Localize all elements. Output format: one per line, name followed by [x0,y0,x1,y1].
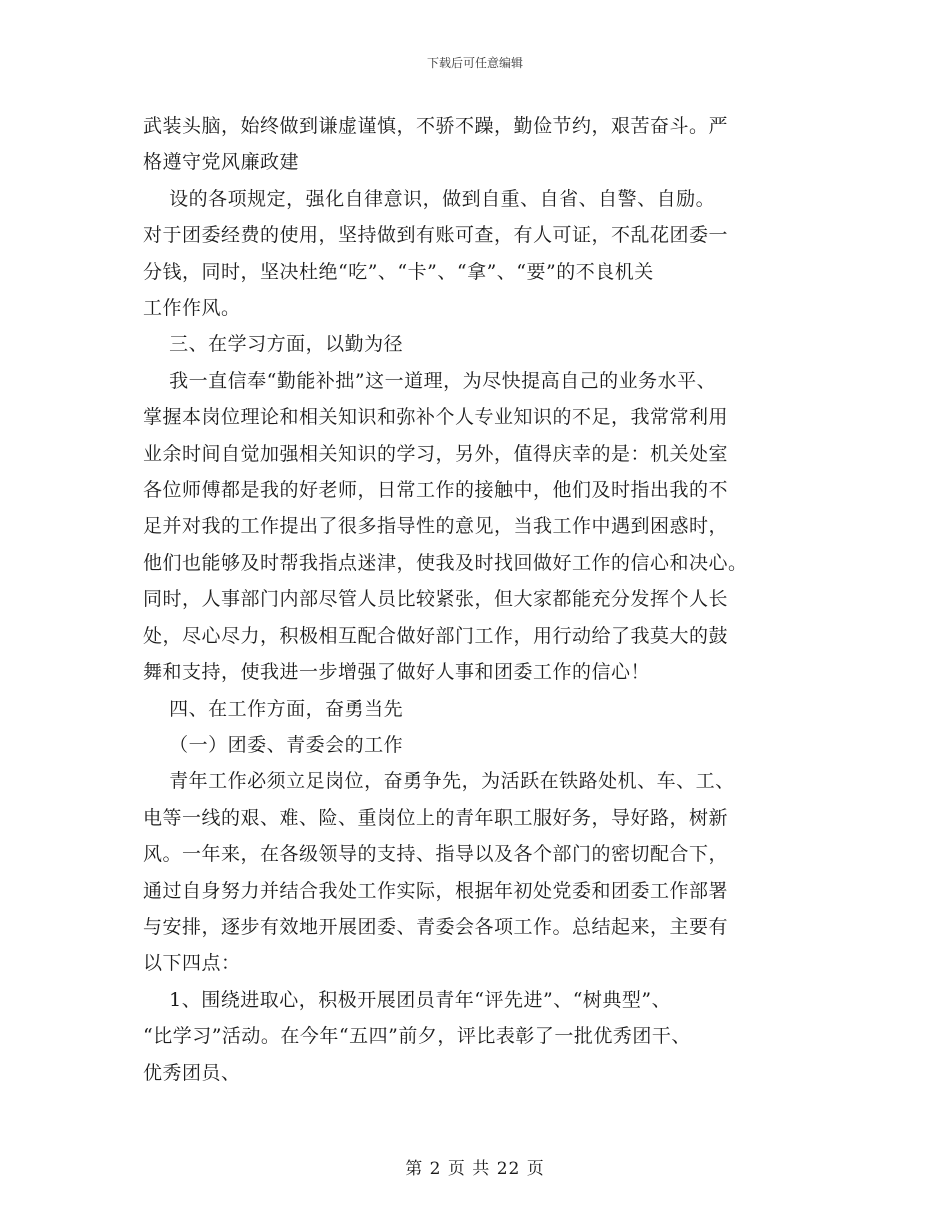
text-line: 工作作风。 [143,297,241,320]
text-line: 分钱，同时，坚决杜绝“吃”、“卡”、“拿”、“要”的不良机关 [143,260,654,283]
text-line: 电等一线的艰、难、险、重岗位上的青年职工服好务，导好路，树新 [143,806,729,829]
page-header-note: 下载后可任意编辑 [426,56,523,70]
text-line: 格遵守党风廉政建 [143,151,300,174]
text-line: 掌握本岗位理论和相关知识和弥补个人专业知识的不足，我常常利用 [143,406,729,429]
text-line: 我一直信奉“勤能补拙”这一道理，为尽快提高自己的业务水平、 [143,369,717,392]
text-line: 1、围绕进取心，积极开展团员青年“评先进”、“树典型”、 [143,988,672,1011]
text-line: 青年工作必须立足岗位，奋勇争先，为活跃在铁路处机、车、工、 [143,770,735,793]
text-line: 舞和支持，使我进一步增强了做好人事和团委工作的信心！ [143,661,651,684]
section-heading: 四、在工作方面，奋勇当先 [143,697,404,720]
text-line: 足并对我的工作提出了很多指导性的意见，当我工作中遇到困惑时， [143,515,729,538]
text-line: 对于团委经费的使用，坚持做到有账可查，有人可证，不乱花团委一 [143,224,729,247]
text-line: 处，尽心尽力，积极相互配合做好部门工作，用行动给了我莫大的鼓 [143,624,729,647]
document-body [143,108,823,1091]
subsection-heading: （一）团委、青委会的工作 [143,733,404,756]
text-line: “比学习”活动。在今年“五四”前夕，评比表彰了一批优秀团干、 [143,1025,691,1048]
page-number: 第 2 页 共 22 页 [405,1159,545,1179]
text-line: 武装头脑，始终做到谦虚谨慎，不骄不躁，勤俭节约，艰苦奋斗。严 [143,115,729,137]
section-heading: 三、在学习方面，以勤为径 [143,333,404,356]
text-line: 以下四点： [143,952,241,975]
text-line: 优秀团员、 [143,1061,241,1084]
text-line: 通过自身努力并结合我处工作实际，根据年初处党委和团委工作部署 [143,879,729,902]
text-line: 设的各项规定，强化自律意识，做到自重、自省、自警、自励。 [143,187,716,210]
text-line: 各位师傅都是我的好老师，日常工作的接触中，他们及时指出我的不 [143,479,729,502]
text-line: 业余时间自觉加强相关知识的学习，另外，值得庆幸的是：机关处室 [143,442,729,465]
text-line: 他们也能够及时帮我指点迷津，使我及时找回做好工作的信心和决心。 [143,551,748,574]
text-line: 与安排，逐步有效地开展团委、青委会各项工作。总结起来，主要有 [143,915,729,938]
text-line: 同时，人事部门内部尽管人员比较紧张，但大家都能充分发挥个人长 [143,588,729,611]
text-line: 风。一年来，在各级领导的支持、指导以及各个部门的密切配合下， [143,843,729,866]
